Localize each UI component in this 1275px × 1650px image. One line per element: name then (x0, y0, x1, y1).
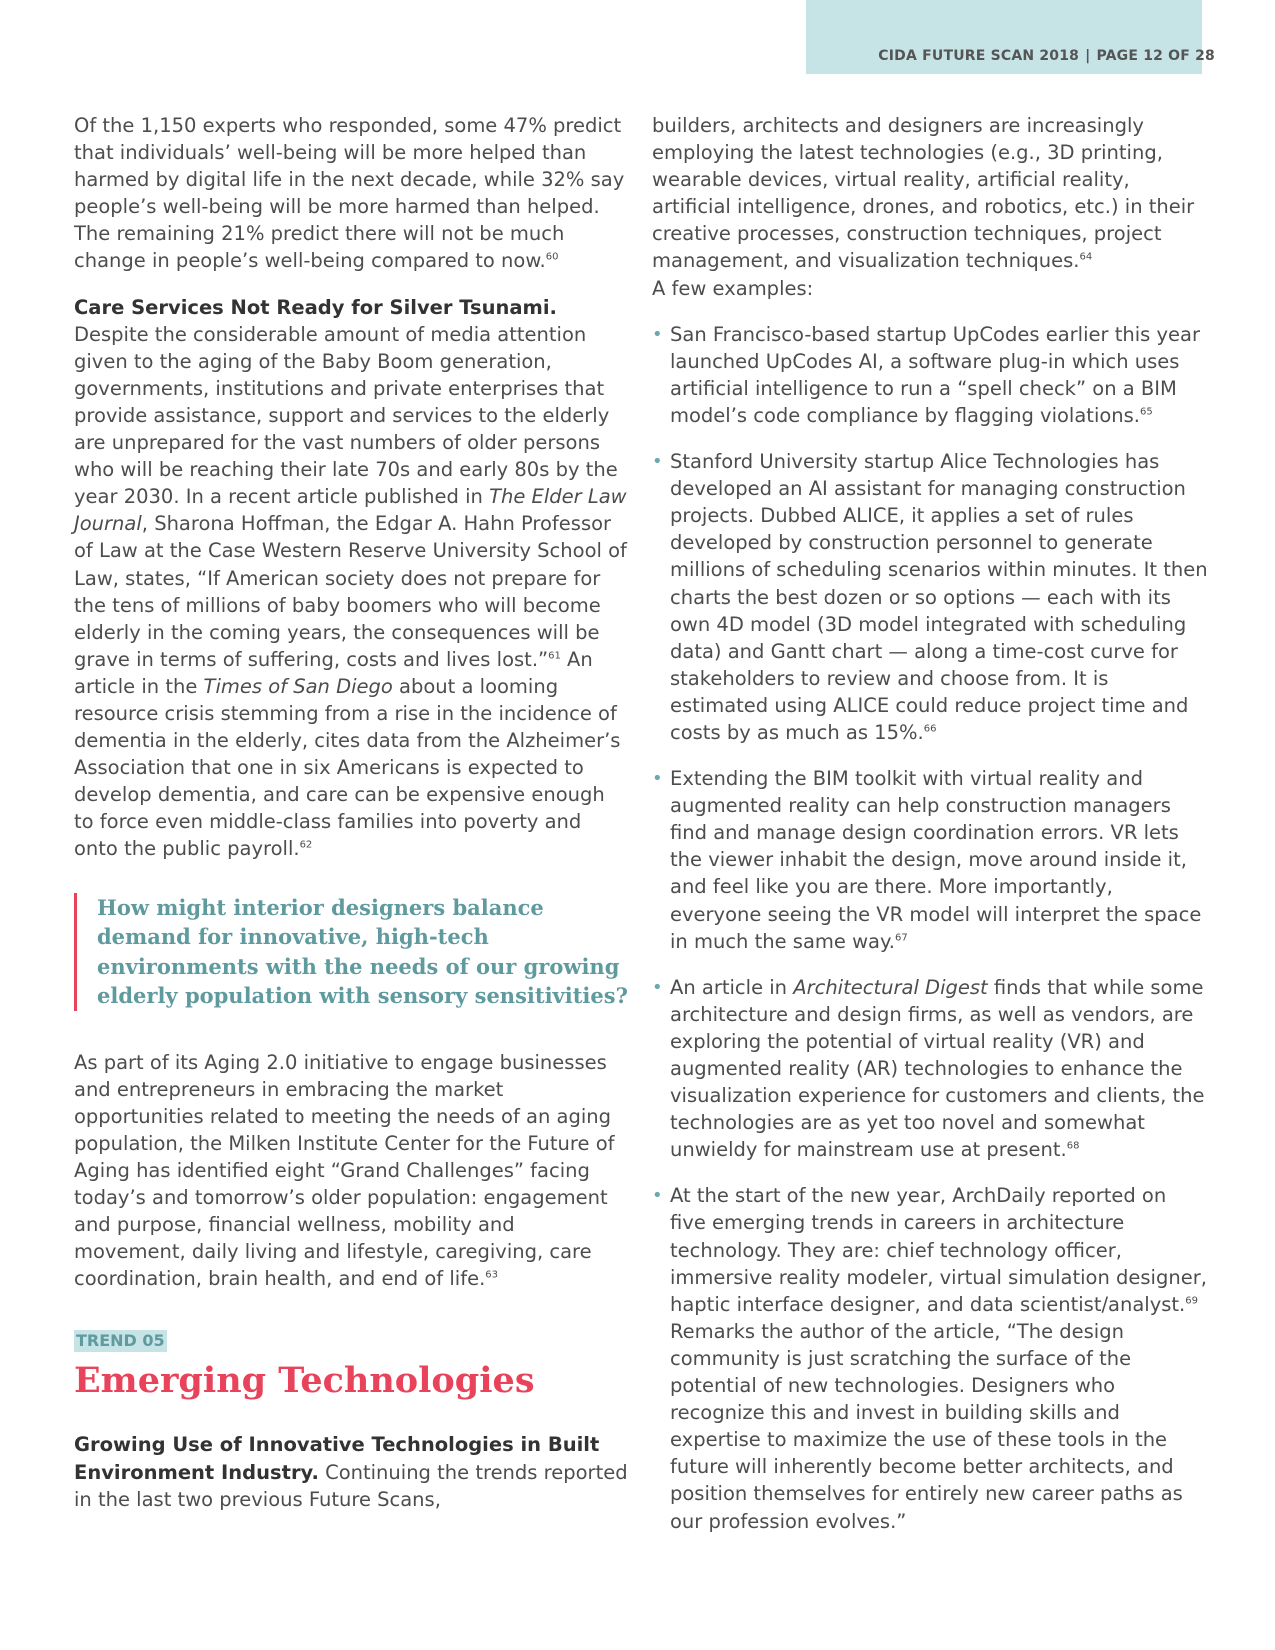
bullet-icon: • (652, 1185, 663, 1207)
paragraph-care-services: Care Services Not Ready for Silver Tsunami. Despite the considerable amount of media attention given to the aging of the Baby Boom generation, governments, institutions and private enterprises that provide assistance, support and services to the elderly are unprepared for the vast numbers of older persons who will be reaching their late 70s and early 80s by the year 2030. In a recent article published in The Elder Law Journal, Sharona Hoffman, the Edgar A. Hahn Professor of Law at the Case Western Reserve University School of Law, states, “If American society does not prepare for the tens of millions of baby boomers who will become elderly in the coming years, the consequences will be grave in terms of suffering, costs and lives lost.”$^{61}$ An article in the Times of San Diego about a looming resource crisis stemming from a rise in the incidence of dementia in the elderly, cites data from the Alzheimer’s Association that one in six Americans is expected to develop dementia, and care can be expensive enough to force even middle-class families into poverty and onto the public payroll.$^{62}$ (74, 295, 627, 861)
footnote-ref[interactable]: 62 (299, 839, 313, 851)
page-number: PAGE 12 OF 28 (1096, 48, 1215, 64)
list-item: • Extending the BIM toolkit with virtual reality and augmented reality can help construction managers find and manage design coordination errors. VR lets the viewer inhabit the design, move around inside it, and feel like you are there. More importantly, everyone seeing the VR model will interpret the space in much the same way.$^{67}$ (652, 767, 1202, 953)
paragraph-aging-initiative: As part of its Aging 2.0 initiative to engage businesses and entrepreneurs in embracing the market opportunities related to meeting the needs of an aging population, the Milken Institute Center for the Future of Aging has identified eight “Grand Challenges” facing today’s and tomorrow’s older population: engagement and purpose, financial wellness, mobility and movement, daily living and lifestyle, caregiving, care coordination, brain health, and end of life.$^{63}$ (74, 1050, 615, 1291)
footnote-ref[interactable]: 67 (894, 932, 908, 944)
header-separator: | (1085, 48, 1091, 64)
paragraph-innovative-tech: Growing Use of Innovative Technologies in Built Environment Industry. Continuing the trends reported in the last two previous Future Scans, (74, 1433, 628, 1511)
publication-title: CIDA FUTURE SCAN 2018 (878, 48, 1080, 64)
footnote-ref[interactable]: 66 (923, 723, 937, 735)
page-header (878, 48, 1215, 64)
footnote-ref[interactable]: 61 (548, 650, 561, 662)
footnote-ref[interactable]: 69 (1185, 1295, 1198, 1307)
trend-label: TREND 05 (76, 1331, 165, 1351)
list-item: • Stanford University startup Alice Technologies has developed an AI assistant for managing construction projects. Dubbed ALICE, it applies a set of rules developed by construction personnel to generate millions of scheduling scenarios within minutes. It then charts the best dozen or so options — each with its own 4D model (3D model integrated with scheduling data) and Gantt chart — along a time-cost curve for stakeholders to review and choose from. It is estimated using ALICE could reduce project time and costs by as much as 15%.$^{66}$ (652, 450, 1208, 744)
journal-title: The Elder Law Journal (74, 485, 627, 536)
pull-quote: How might interior designers balance demand for innovative, high-tech environments with the needs of our growing elderly population with sensory sensitivities? (74, 893, 630, 1011)
paragraph-tech-intro: builders, architects and designers are increasingly employing the latest technologies (e.g., 3D printing, wearable devices, virtual reality, artificial reality, artificial intelligence, drones, and robotics, etc.) in their creative processes, construction techniques, project management, and visualization techniques.$^{64}$ A few examples: (652, 114, 1195, 300)
list-item: • San Francisco-based startup UpCodes earlier this year launched UpCodes AI, a software plug-in which uses artificial intelligence to run a “spell check” on a BIM model’s code compliance by flagging violations.$^{65}$ (652, 322, 1200, 427)
newspaper-title: Times of San Diego (203, 674, 393, 698)
trend-title: Emerging Technologies (74, 1360, 535, 1402)
footnote-ref[interactable]: 60 (545, 251, 559, 263)
bullet-icon: • (652, 323, 663, 345)
footnote-ref[interactable]: 65 (1140, 406, 1153, 418)
section-lead: Growing Use of Innovative Technologies in Built Environment Industry. (74, 1433, 600, 1484)
examples-list (652, 321, 1208, 1535)
footnote-ref[interactable]: 68 (1066, 1140, 1080, 1152)
footnote-ref[interactable]: 64 (1079, 251, 1093, 263)
bullet-icon: • (652, 768, 663, 790)
paragraph-experts: Of the 1,150 experts who responded, some 47% predict that individuals’ well-being will be more helped than harmed by digital life in the next decade, while 32% say people’s well-being will be more harmed than helped. The remaining 21% predict there will not be much change in people’s well-being compared to now.$^{60}$ (74, 114, 625, 273)
list-item: • An article in Architectural Digest finds that while some architecture and design firms, as well as vendors, are exploring the potential of virtual reality (VR) and augmented reality (AR) technologies to enhance the visualization experience for customers and clients, the technologies are as yet too novel and somewhat unwieldy for mainstream use at present.$^{68}$ (652, 975, 1205, 1162)
section-lead: Care Services Not Ready for Silver Tsunami. (74, 295, 557, 319)
bullet-icon: • (652, 451, 663, 473)
footnote-ref[interactable]: 63 (485, 1269, 498, 1281)
magazine-title: Architectural Digest (793, 975, 988, 999)
left-column (74, 112, 630, 1513)
list-item: • At the start of the new year, ArchDaily reported on five emerging trends in careers in architecture technology. They are: chief technology officer, immersive reality modeler, virtual simulation designer, haptic interface designer, and data scientist/analyst.$^{69}$ Remarks the author of the article, “The design community is just scratching the surface of the potential of new technologies. Designers who recognize this and invest in building skills and expertise to maximize the use of these tools in the future will inherently become better architects, and position themselves for entirely new career paths as our profession evolves.” (652, 1184, 1207, 1533)
bullet-icon: • (652, 976, 663, 998)
right-column (652, 112, 1208, 1554)
